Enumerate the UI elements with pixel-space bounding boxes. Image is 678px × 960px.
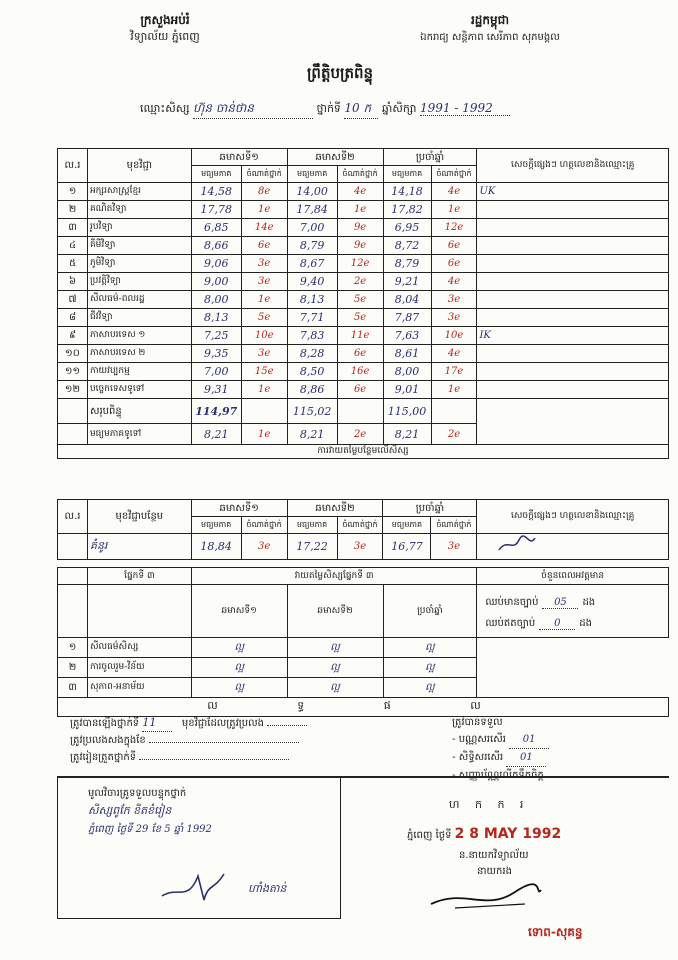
extra-annual-avg-header: មធ្យមភាគ	[383, 517, 431, 534]
col-comment-header: សេចក្តីផ្សេងៗ ហត្ថលេខានិងឈ្មោះគ្រូ	[477, 149, 669, 183]
teacher-label: មូលវិចារគ្រូទទួលបន្ទុកថ្នាក់	[88, 788, 187, 799]
grade-r1: 3e	[241, 255, 287, 273]
grade-subject: រូបវិទ្យា	[87, 219, 191, 237]
general-avg-annual: 8,21	[383, 424, 431, 445]
grade-note	[477, 291, 669, 309]
section-label: ផ្នែកទី ៣	[87, 568, 191, 585]
honor-card-label: បណ្ណសរសើរ	[458, 734, 506, 745]
grade-note	[477, 219, 669, 237]
grade-ra: 6e	[431, 255, 477, 273]
absence-cell	[477, 585, 669, 638]
general-avg-s2: 8,21	[287, 424, 337, 445]
grade-annual: 9,01	[383, 381, 431, 399]
grade-ra: 4e	[431, 273, 477, 291]
director-box	[339, 776, 669, 918]
teacher-name: ហាំងតាន់	[248, 882, 287, 895]
teacher-signature-small	[479, 534, 539, 556]
grade-no: ៩	[58, 327, 88, 345]
grade-ra: 12e	[431, 219, 477, 237]
teacher-comment: សិស្សពូកែ ខិតខំរៀន	[88, 804, 172, 817]
conduct-s2: ល្អ	[287, 658, 383, 678]
motto-label: ឯករាជ្យ សន្តិភាព សេរីភាព សុភមង្គល	[420, 32, 560, 43]
grade-row	[58, 237, 669, 255]
annual-rank-header: ចំណាត់ថ្នាក់	[431, 166, 477, 183]
conduct-row	[58, 658, 669, 678]
conduct-label: សុភាព-អនាម័យ	[87, 678, 191, 698]
teacher-box	[57, 776, 341, 919]
grade-row	[58, 309, 669, 327]
grade-annual: 6,95	[383, 219, 431, 237]
extra-no-header: ល.រ	[58, 500, 88, 534]
conduct-no: ១	[58, 638, 88, 658]
grade-annual: 8,79	[383, 255, 431, 273]
grade-r1: 1e	[241, 381, 287, 399]
grade-no: ១២	[58, 381, 88, 399]
honor-card-value: 01	[509, 731, 549, 749]
grade-annual: 8,61	[383, 345, 431, 363]
grade-ra: 4e	[431, 183, 477, 201]
grade-subject: សីលធម៌-ពលរដ្ឋ	[87, 291, 191, 309]
grade-subject: គណិតវិទ្យា	[87, 201, 191, 219]
grade-ra: 3e	[431, 291, 477, 309]
total-s2: 115,02	[287, 399, 337, 424]
conduct-label: សីលធម៌សិស្ស	[87, 638, 191, 658]
grade-r1: 3e	[241, 273, 287, 291]
director-title1: ន.នាយកវិទ្យាល័យ	[459, 850, 529, 861]
grade-ra: 1e	[431, 201, 477, 219]
grade-s2: 8,50	[287, 363, 337, 381]
general-rank-s1: 1e	[241, 424, 287, 445]
grade-no: ៤	[58, 237, 88, 255]
grade-ra: 10e	[431, 327, 477, 345]
student-name: ហ៊ុន ចាន់ថាន	[193, 100, 313, 119]
grade-row	[58, 363, 669, 381]
grade-note	[477, 309, 669, 327]
conduct-annual-header: ប្រចាំឆ្នាំ	[383, 585, 477, 638]
grade-annual: 8,04	[383, 291, 431, 309]
grade-note	[477, 381, 669, 399]
grade-s1: 9,06	[191, 255, 241, 273]
grade-note	[477, 255, 669, 273]
result-row: ល ទ្ធ ផ ល	[58, 698, 669, 717]
annual-avg-header: មធ្យមភាគ	[383, 166, 431, 183]
grade-ra: 3e	[431, 309, 477, 327]
general-rank-annual: 2e	[431, 424, 477, 445]
grade-s1: 14,58	[191, 183, 241, 201]
grade-r2: 9e	[337, 219, 383, 237]
grade-subject: កាយវប្បកម្ម	[87, 363, 191, 381]
absence-item	[485, 616, 666, 631]
extra-subject-header: មុខវិជ្ជាបន្ថែម	[87, 500, 191, 534]
grade-r2: 6e	[337, 381, 383, 399]
grade-subject: គីមីវិទ្យា	[87, 237, 191, 255]
grade-s2: 8,28	[287, 345, 337, 363]
encourage-label: សញ្ញាប័ណ្ណលើកទឹកចិត្ត	[458, 770, 544, 781]
grade-ra: 4e	[431, 345, 477, 363]
col-subject-header: មុខវិជ្ជា	[87, 149, 191, 183]
extra-sem2-header: ឆមាសទី២	[287, 500, 383, 517]
conduct-s1: ល្អ	[191, 678, 287, 698]
grade-s1: 8,13	[191, 309, 241, 327]
sem2-rank-header: ចំណាត់ថ្នាក់	[337, 166, 383, 183]
grade-s1: 17,78	[191, 201, 241, 219]
conduct-label: ការចូលរួម-វិន័យ	[87, 658, 191, 678]
grade-row	[58, 273, 669, 291]
absence-label: ឈប់ឥតច្បាប់	[485, 618, 536, 629]
total-s1: 114,97	[191, 399, 241, 424]
sem2-avg-header: មធ្យមភាគ	[287, 166, 337, 183]
year-label: ឆ្នាំសិក្សា	[381, 102, 417, 115]
conduct-annual: ល្អ	[383, 678, 477, 698]
conduct-header: វាយតម្លៃសិស្សផ្នែកទី ៣	[191, 568, 477, 585]
grade-rows	[58, 183, 669, 399]
director-date-prefix: ភ្នំពេញ ថ្ងៃទី	[407, 830, 452, 841]
grade-r2: 6e	[337, 345, 383, 363]
student-line	[140, 100, 510, 119]
grade-s2: 14,00	[287, 183, 337, 201]
conduct-sem2-header: ឆមាសទី២	[287, 585, 383, 638]
grade-annual: 17,82	[383, 201, 431, 219]
promote-label: ត្រូវបានឡើងថ្នាក់ទី	[70, 718, 140, 729]
extra-comment-header: សេចក្តីផ្សេងៗ ហត្ថលេខានិងឈ្មោះគ្រូ	[477, 500, 669, 534]
grade-note	[477, 273, 669, 291]
absence-item	[485, 595, 666, 610]
grade-r1: 5e	[241, 309, 287, 327]
grade-s1: 6,85	[191, 219, 241, 237]
grade-s2: 17,84	[287, 201, 337, 219]
retake-label: ត្រូវប្រលងសងក្នុងខែ	[70, 735, 146, 746]
promote-value: 11	[142, 714, 172, 732]
director-dots: ហ ក ក រ	[449, 798, 530, 811]
total-label: សរុបពិន្ទុ	[87, 399, 191, 424]
grade-annual: 14,18	[383, 183, 431, 201]
extra-sem2-rank-header: ចំណាត់ថ្នាក់	[337, 517, 383, 534]
grade-r2: 2e	[337, 273, 383, 291]
grade-r2: 9e	[337, 237, 383, 255]
extra-sem2-avg-header: មធ្យមភាគ	[287, 517, 337, 534]
grade-s2: 9,40	[287, 273, 337, 291]
grade-s2: 8,13	[287, 291, 337, 309]
absence-value: 0	[539, 618, 575, 630]
grade-no: ១	[58, 183, 88, 201]
corner-stamp-text: ទោព-សុគន្ធ	[528, 925, 583, 939]
conduct-annual: ល្អ	[383, 658, 477, 678]
grade-r2: 16e	[337, 363, 383, 381]
grade-s2: 8,79	[287, 237, 337, 255]
grade-r1: 1e	[241, 201, 287, 219]
grade-no: ៧	[58, 291, 88, 309]
grade-s1: 7,00	[191, 363, 241, 381]
name-label: ឈ្មោះសិស្ស	[140, 102, 190, 115]
grade-no: ៣	[58, 219, 88, 237]
extra-s1: 18,84	[191, 534, 241, 560]
conduct-no: ២	[58, 658, 88, 678]
grade-ra: 1e	[431, 381, 477, 399]
director-signature	[425, 878, 545, 914]
absence-value: 05	[542, 597, 578, 609]
grade-annual: 9,21	[383, 273, 431, 291]
school-year: 1991 - 1992	[420, 101, 510, 116]
conduct-s2: ល្អ	[287, 638, 383, 658]
extra-subject-name: គំនូរ	[87, 534, 191, 560]
conduct-rows	[58, 638, 669, 698]
grade-subject: ភាសាបរទេស ២	[87, 345, 191, 363]
extra-annual: 16,77	[383, 534, 431, 560]
conduct-no: ៣	[58, 678, 88, 698]
grade-r1: 14e	[241, 219, 287, 237]
extra-subject-table	[57, 499, 669, 560]
grade-subject: អក្សរសាស្ត្រខ្មែរ	[87, 183, 191, 201]
grade-r2: 5e	[337, 291, 383, 309]
absence-list	[479, 595, 666, 631]
grade-r1: 8e	[241, 183, 287, 201]
repeat-label: ត្រូវរៀនត្រួតថ្នាក់ទី	[70, 752, 137, 763]
grade-row	[58, 291, 669, 309]
absence-unit: ដង	[582, 597, 596, 608]
extra-evaluation-note: ការវាយតម្លៃបន្ថែមលើសិស្ស	[58, 445, 669, 459]
praise-value: 01	[506, 749, 546, 767]
exam-subject-label: មុខវិជ្ជាដែលត្រូវប្រលង	[181, 718, 265, 729]
conduct-row	[58, 638, 669, 658]
school-label: វិទ្យាល័យ ភ្នំពេញ	[130, 30, 200, 43]
grade-r2: 1e	[337, 201, 383, 219]
extra-sem1-header: ឆមាសទី១	[191, 500, 287, 517]
grade-row	[58, 345, 669, 363]
grade-row	[58, 255, 669, 273]
grade-subject: ភាសាបរទេស ១	[87, 327, 191, 345]
conduct-table	[57, 567, 669, 717]
decision-block-left	[70, 714, 400, 766]
sem1-rank-header: ចំណាត់ថ្នាក់	[241, 166, 287, 183]
general-avg-s1: 8,21	[191, 424, 241, 445]
conduct-row	[58, 678, 669, 698]
grade-annual: 8,72	[383, 237, 431, 255]
teacher-date: ភ្នំពេញ ថ្ងៃទី 29 ខែ 5 ឆ្នាំ 1992	[88, 824, 212, 835]
grade-r2: 4e	[337, 183, 383, 201]
decision-block-right: ត្រូវបានទទួល - បណ្ណសរសើរ 01 - សិទ្ធិសរសើរ 01 - សញ្ញាប័ណ្ណលើកទឹកចិត្ត	[452, 714, 662, 784]
extra-sem1-avg-header: មធ្យមភាគ	[191, 517, 241, 534]
grade-note	[477, 201, 669, 219]
grade-s1: 9,00	[191, 273, 241, 291]
conduct-s2: ល្អ	[287, 678, 383, 698]
grade-row	[58, 183, 669, 201]
document-title: ព្រឹត្តិបត្រពិន្ទុ	[306, 64, 374, 82]
grade-s2: 7,00	[287, 219, 337, 237]
director-date-line	[407, 826, 561, 843]
grade-r2: 5e	[337, 309, 383, 327]
general-rank-s2: 2e	[337, 424, 383, 445]
state-label: រដ្ឋកម្ពុជា	[470, 13, 510, 27]
grade-s1: 9,35	[191, 345, 241, 363]
grade-ra: 17e	[431, 363, 477, 381]
grade-subject: ប្រវត្តិវិទ្យា	[87, 273, 191, 291]
grade-r1: 15e	[241, 363, 287, 381]
director-date-stamp: 2 8 MAY 1992	[454, 826, 562, 842]
grade-no: ៥	[58, 255, 88, 273]
grade-s1: 7,25	[191, 327, 241, 345]
grade-r1: 10e	[241, 327, 287, 345]
sem1-avg-header: មធ្យមភាគ	[191, 166, 241, 183]
grade-no: ៨	[58, 309, 88, 327]
grade-row	[58, 381, 669, 399]
extra-sem1-rank-header: ចំណាត់ថ្នាក់	[241, 517, 287, 534]
grade-s1: 9,31	[191, 381, 241, 399]
extra-r1: 3e	[241, 534, 287, 560]
praise-label: សិទ្ធិសរសើរ	[458, 752, 504, 763]
grade-no: ៦	[58, 273, 88, 291]
grade-note	[477, 345, 669, 363]
total-annual: 115,00	[383, 399, 431, 424]
grade-note: IK	[477, 327, 669, 345]
grade-r1: 6e	[241, 237, 287, 255]
grade-r2: 12e	[337, 255, 383, 273]
grade-subject: បច្ចេកទេសទូទៅ	[87, 381, 191, 399]
grade-note	[477, 363, 669, 381]
grade-note: UK	[477, 183, 669, 201]
ministry-label: ក្រសួងអប់រំ	[140, 13, 190, 27]
extra-annual-rank-header: ចំណាត់ថ្នាក់	[431, 517, 477, 534]
grade-s2: 7,83	[287, 327, 337, 345]
grade-annual: 7,87	[383, 309, 431, 327]
teacher-signature	[158, 866, 228, 906]
col-sem2-header: ឆមាសទី២	[287, 149, 383, 166]
grade-s2: 8,67	[287, 255, 337, 273]
grade-s2: 7,71	[287, 309, 337, 327]
grade-r1: 1e	[241, 291, 287, 309]
extra-s2: 17,22	[287, 534, 337, 560]
grade-r1: 3e	[241, 345, 287, 363]
conduct-s1: ល្អ	[191, 658, 287, 678]
grade-annual: 7,63	[383, 327, 431, 345]
grades-table	[57, 148, 669, 459]
absence-header: ចំនួនពេលអវត្តមាន	[477, 568, 669, 585]
grade-subject: ភូមិវិទ្យា	[87, 255, 191, 273]
grade-s1: 8,66	[191, 237, 241, 255]
student-class: 10 ក	[344, 100, 378, 119]
grade-subject: ជីវវិទ្យា	[87, 309, 191, 327]
conduct-sem1-header: ឆមាសទី១	[191, 585, 287, 638]
grade-note	[477, 237, 669, 255]
extra-signature-cell	[477, 534, 669, 560]
extra-r2: 3e	[337, 534, 383, 560]
general-avg-label: មធ្យមភាគទូទៅ	[87, 424, 191, 445]
conduct-s1: ល្អ	[191, 638, 287, 658]
grade-row	[58, 201, 669, 219]
corner-stamp	[528, 924, 583, 942]
director-title2: នាយករង	[477, 866, 512, 877]
grade-r2: 11e	[337, 327, 383, 345]
grade-annual: 8,00	[383, 363, 431, 381]
absence-label: ឈប់មានច្បាប់	[485, 597, 539, 608]
extra-annual-header: ប្រចាំឆ្នាំ	[383, 500, 477, 517]
grade-s1: 8,00	[191, 291, 241, 309]
col-sem1-header: ឆមាសទី១	[191, 149, 287, 166]
grade-ra: 6e	[431, 237, 477, 255]
grade-no: ១១	[58, 363, 88, 381]
grade-no: ២	[58, 201, 88, 219]
grade-row	[58, 219, 669, 237]
grade-row	[58, 327, 669, 345]
grade-s2: 8,86	[287, 381, 337, 399]
conduct-annual: ល្អ	[383, 638, 477, 658]
grade-no: ១០	[58, 345, 88, 363]
col-annual-header: ប្រចាំឆ្នាំ	[383, 149, 477, 166]
class-label: ថ្នាក់ទី	[316, 102, 341, 115]
col-no-header: ល.រ	[58, 149, 88, 183]
award-label: ត្រូវបានទទួល	[452, 717, 503, 728]
extra-ra: 3e	[431, 534, 477, 560]
absence-unit: ដង	[579, 618, 592, 629]
